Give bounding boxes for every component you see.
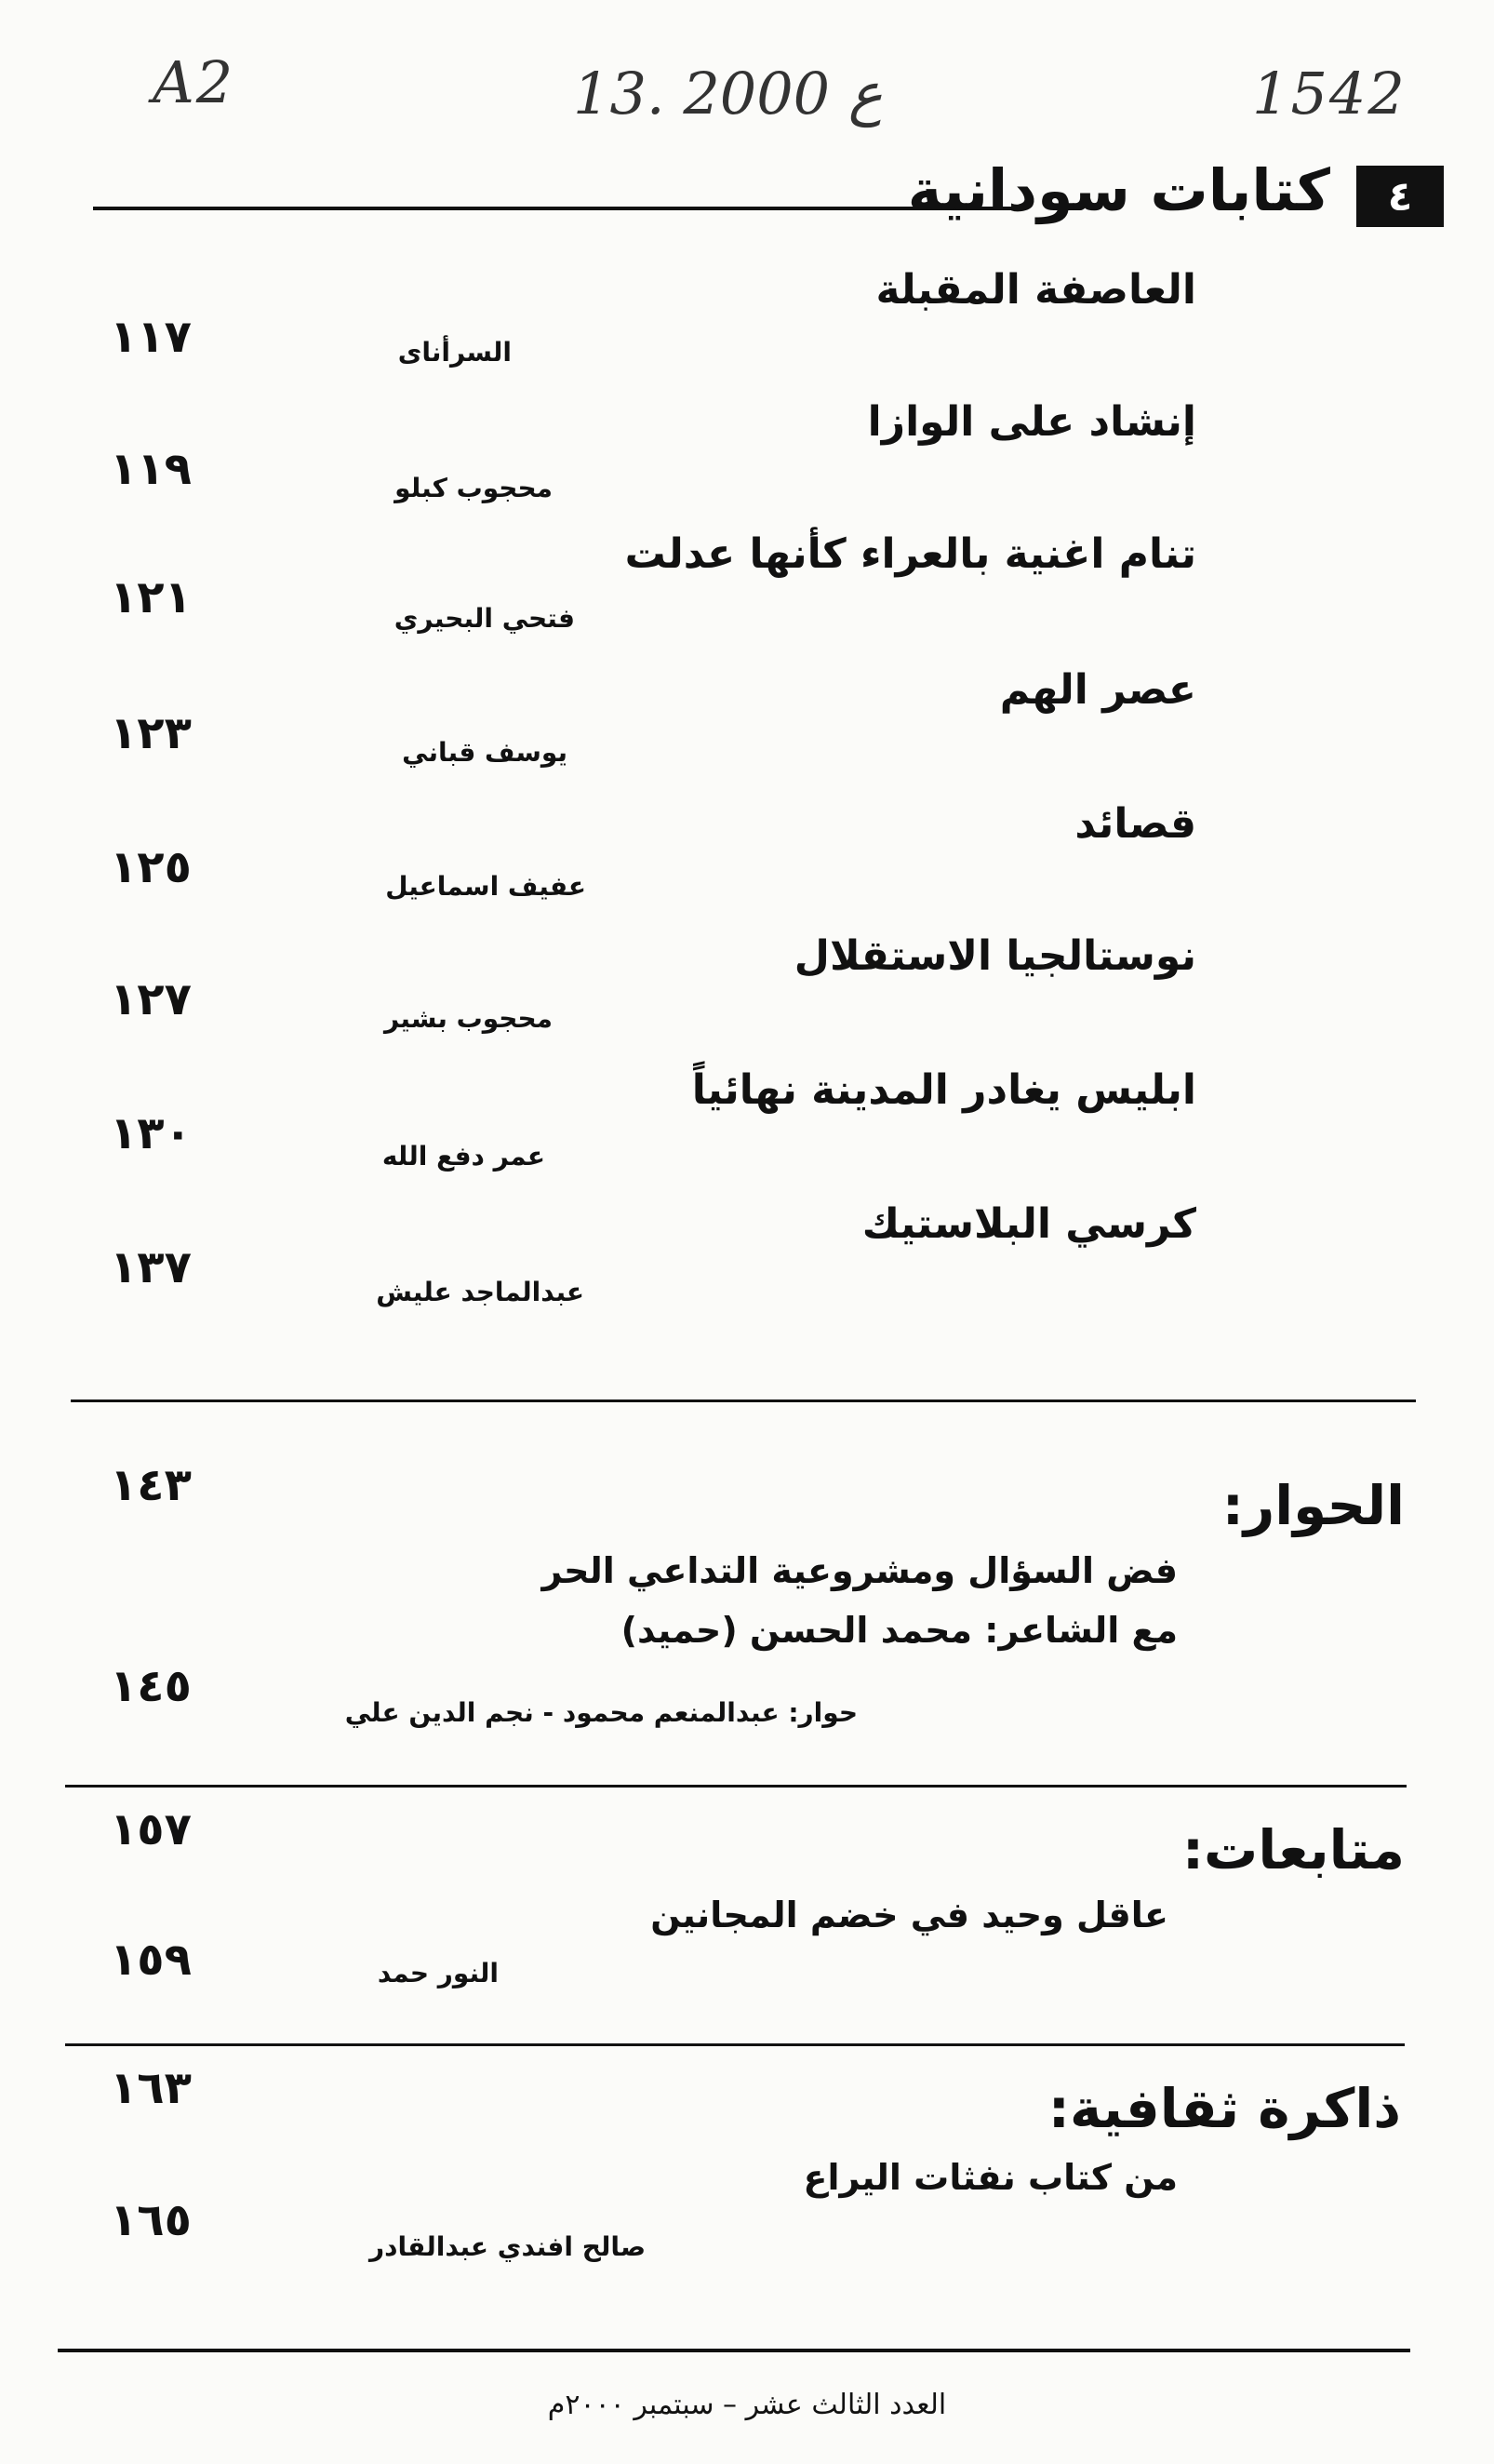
entry-page: ١٥٩ <box>110 1934 192 1986</box>
section-heading-page: ١٤٣ <box>110 1459 192 1511</box>
section-heading: ذاكرة ثقافية: <box>1047 2077 1401 2140</box>
entry-title: كرسي البلاستيك <box>861 1200 1196 1248</box>
entry-title: قصائد <box>1074 800 1196 848</box>
entry-page: ١٢٧ <box>110 973 192 1025</box>
entry-author: عبدالماجد عليش <box>376 1277 584 1307</box>
entry-author: السرأناى <box>397 337 512 368</box>
entry-author: حوار: عبدالمنعم محمود - نجم الدين علي <box>344 1697 858 1728</box>
section-divider <box>65 1785 1407 1788</box>
entry-title: نوستالجيا الاستقلال <box>794 932 1196 980</box>
entry-page: ١١٩ <box>110 443 192 495</box>
entry-page: ١٦٥ <box>110 2194 192 2246</box>
entry-author: فتحي البحيري <box>394 603 575 634</box>
entry-title: العاصفة المقبلة <box>875 266 1196 314</box>
entry-page: ١٢٣ <box>110 707 192 759</box>
magazine-title: كتابات سودانية <box>907 156 1330 224</box>
entry-title: ابليس يغادر المدينة نهائياً <box>691 1066 1196 1114</box>
entry-page: ١١٧ <box>110 311 192 363</box>
footer-rule <box>58 2349 1410 2352</box>
followups-title: عاقل وحيد في خضم المجانين <box>650 1895 1168 1935</box>
section-divider <box>65 2043 1405 2046</box>
handwritten-note-right: 1542 <box>1252 60 1407 127</box>
issue-number-badge: ٤ <box>1356 166 1444 227</box>
entry-author: عمر دفع الله <box>381 1141 545 1172</box>
entry-title: عصر الهم <box>999 666 1196 714</box>
entry-author: محجوب بشير <box>384 1003 553 1034</box>
section-heading: الحوار: <box>1221 1474 1405 1537</box>
section-heading-page: ١٥٧ <box>110 1803 192 1855</box>
section-heading-page: ١٦٣ <box>110 2062 192 2114</box>
handwritten-note-middle: 13. ع 2000 <box>573 60 883 127</box>
entry-title: تنام اغنية بالعراء كأنها عدلت <box>624 530 1196 578</box>
section-divider <box>71 1399 1416 1402</box>
section-heading: متابعات: <box>1181 1818 1405 1881</box>
entry-author: صالح افندي عبدالقادر <box>369 2231 646 2262</box>
entry-author: يوسف قباني <box>402 737 567 768</box>
interview-title-line-2: مع الشاعر: محمد الحسن (حميد) <box>620 1610 1178 1651</box>
memory-title: من كتاب نفثات اليراع <box>803 2157 1178 2198</box>
entry-page: ١٢١ <box>110 571 192 623</box>
entry-author: النور حمد <box>377 1958 499 1989</box>
entry-author: عفيف اسماعيل <box>385 871 586 902</box>
entry-page: ١٤٥ <box>110 1660 192 1712</box>
header-rule <box>93 207 1020 210</box>
entry-page: ١٣٠ <box>110 1107 192 1159</box>
handwritten-note-left: A2 <box>153 48 235 116</box>
issue-footer: العدد الثالث عشر – سبتمبر ٢٠٠٠م <box>547 2389 947 2421</box>
entry-page: ١٢٥ <box>110 841 192 893</box>
entry-title: إنشاد على الوازا <box>867 398 1196 446</box>
entry-author: محجوب كبلو <box>394 473 553 503</box>
entry-page: ١٣٧ <box>110 1241 192 1293</box>
interview-title-line-1: فض السؤال ومشروعية التداعي الحر <box>541 1550 1178 1591</box>
